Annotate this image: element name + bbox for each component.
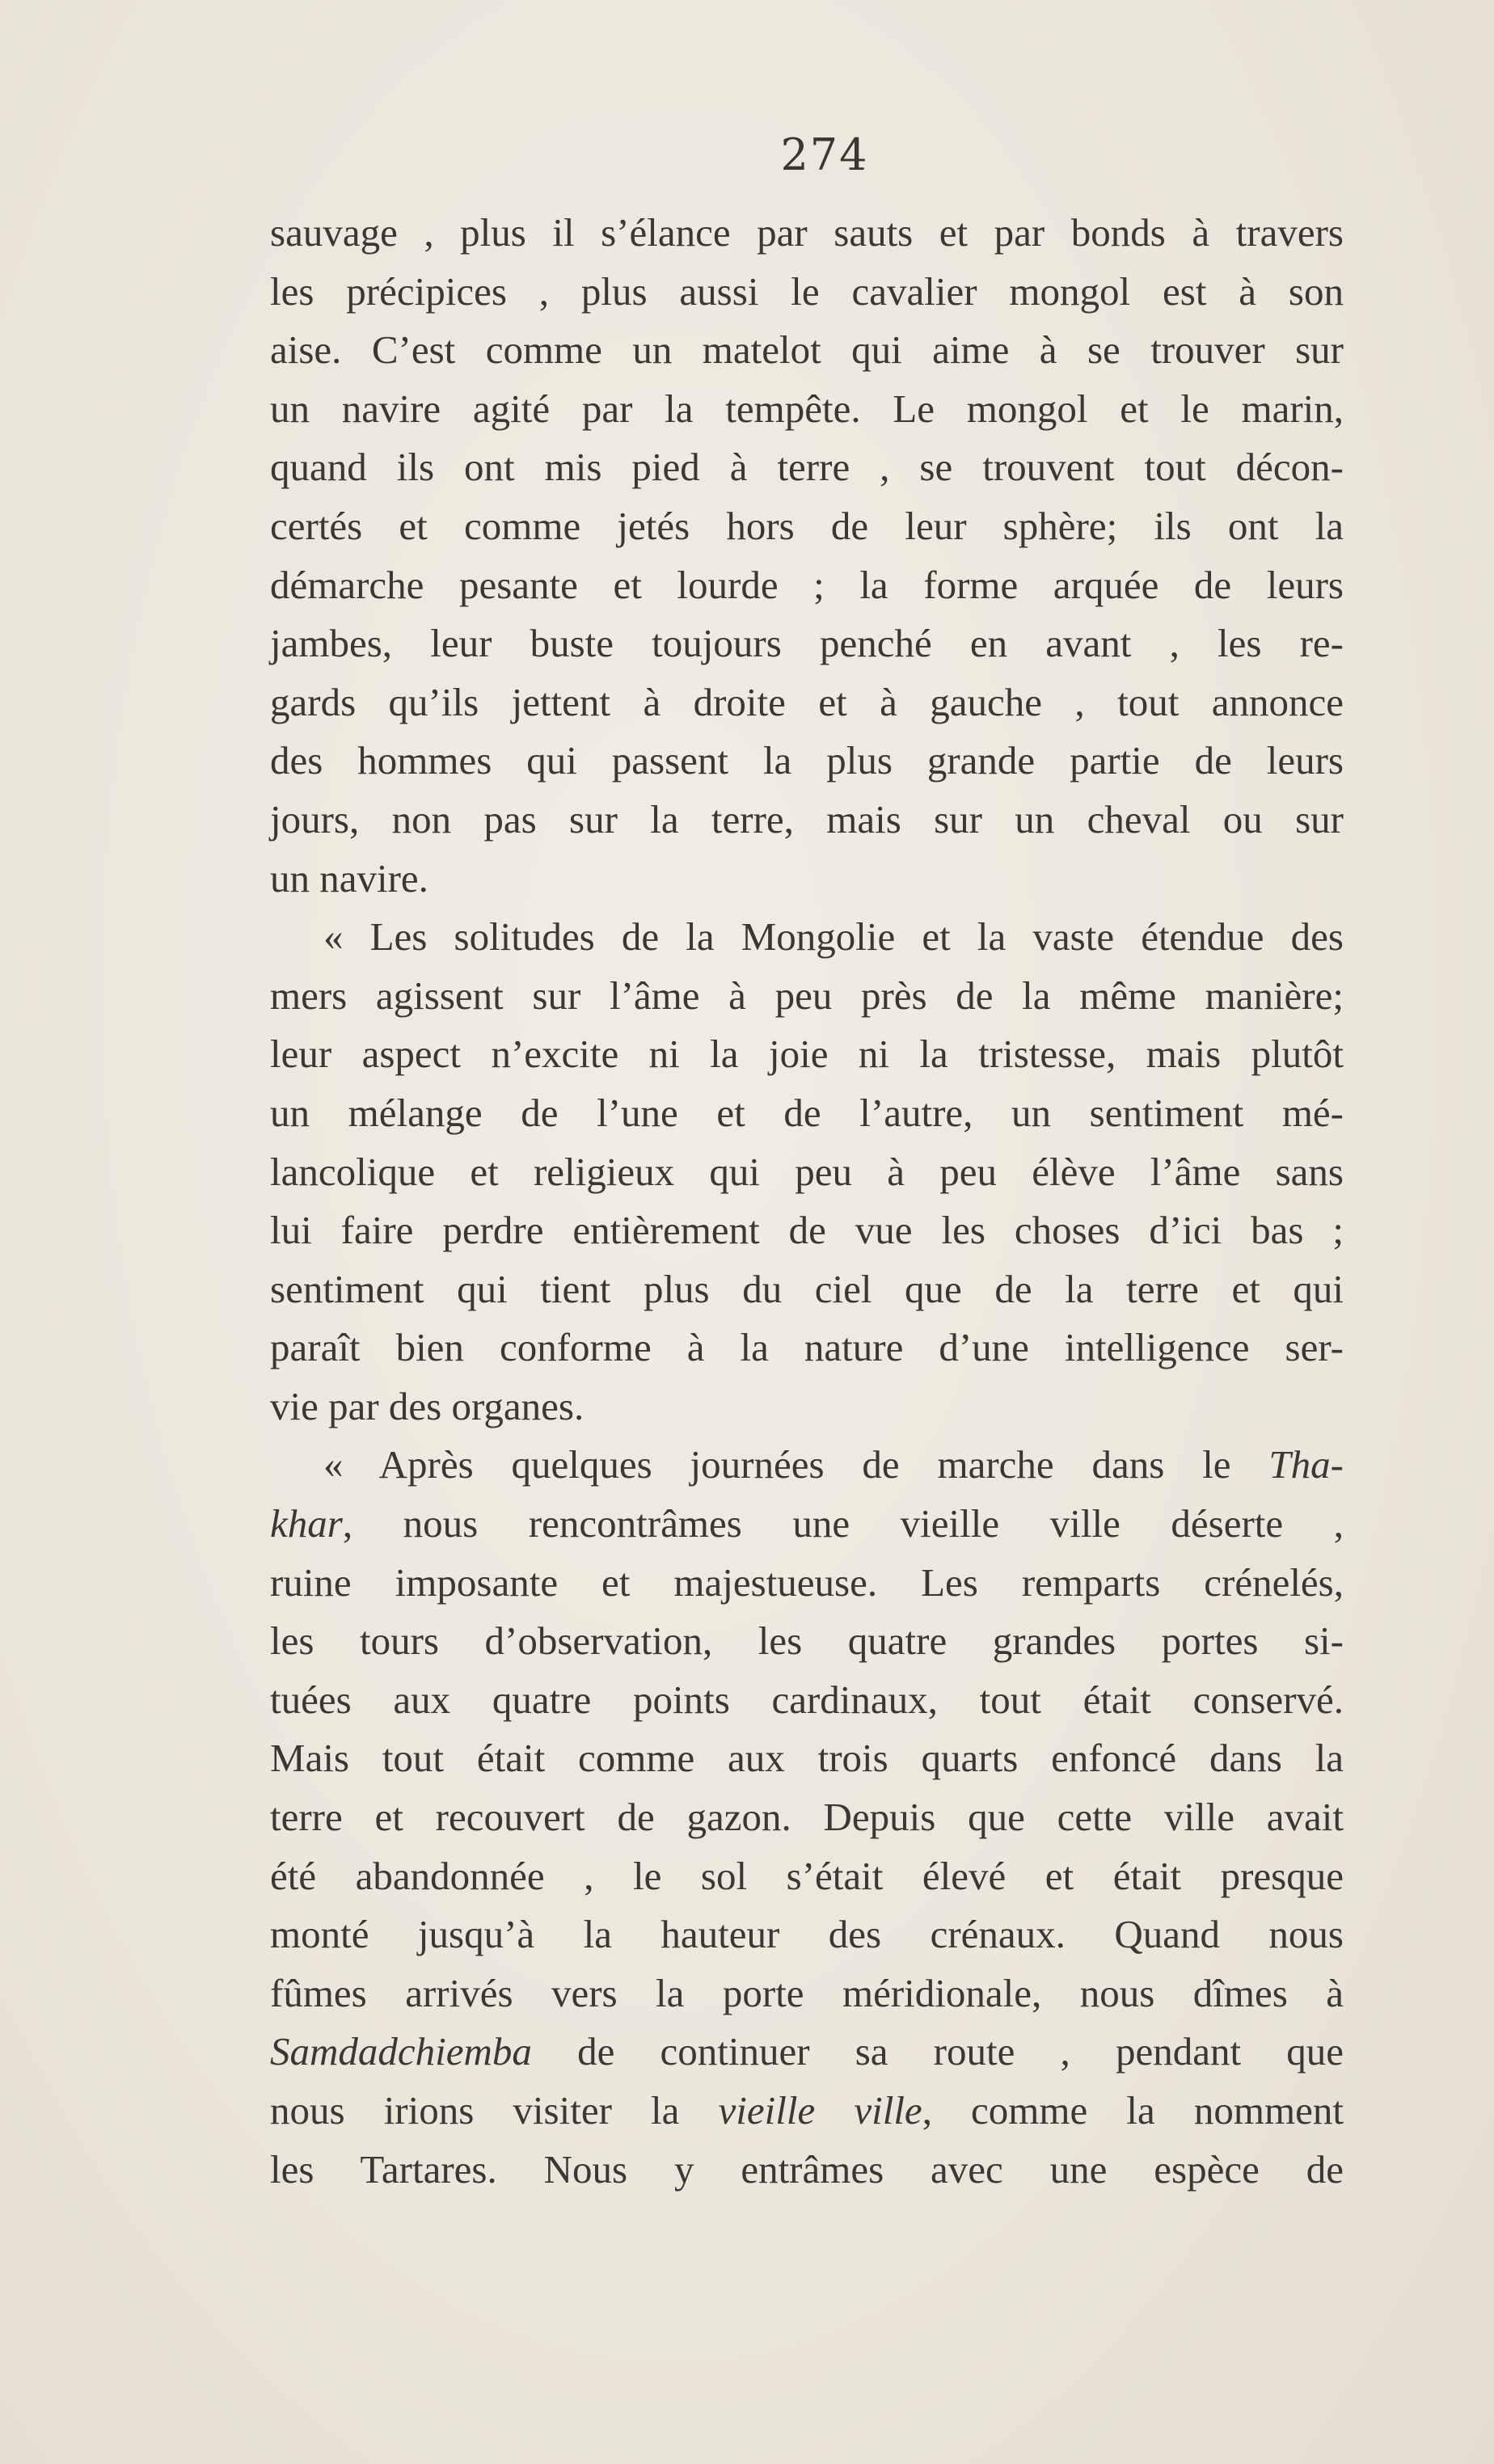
line-text: , nous rencontrâmes une vieille ville déserte , bbox=[342, 1501, 1344, 1546]
text-line bbox=[270, 438, 1344, 497]
line-text: été abandonnée , le sol s’était élevé et était presque bbox=[270, 1853, 1344, 1898]
body-text bbox=[270, 204, 1344, 2199]
text-line bbox=[270, 497, 1344, 556]
line-text: de continuer sa route , pendant que bbox=[531, 2029, 1344, 2074]
line-text: vie par des organes. bbox=[270, 1383, 585, 1428]
text-line bbox=[270, 1729, 1344, 1788]
text-line bbox=[270, 908, 1344, 967]
line-text: leur aspect n’excite ni la joie ni la tristesse, mais plutôt bbox=[270, 1032, 1344, 1077]
text-line bbox=[270, 1495, 1344, 1554]
text-line bbox=[270, 2141, 1344, 2200]
text-line bbox=[270, 732, 1344, 791]
line-text: « Après quelques journées de marche dans le bbox=[323, 1442, 1269, 1487]
text-line bbox=[270, 614, 1344, 673]
text-line bbox=[270, 1905, 1344, 1964]
line-text: un mélange de l’une et de l’autre, un sentiment mé- bbox=[270, 1090, 1344, 1135]
line-text: Mais tout était comme aux trois quarts enfoncé dans la bbox=[270, 1736, 1344, 1781]
text-line bbox=[270, 967, 1344, 1026]
text-line bbox=[270, 2082, 1344, 2141]
line-text: sentiment qui tient plus du ciel que de la terre et qui bbox=[270, 1266, 1344, 1311]
line-text: aise. C’est comme un matelot qui aime à se trouver sur bbox=[270, 327, 1344, 373]
line-text: mers agissent sur l’âme à peu près de la même manière; bbox=[270, 973, 1344, 1018]
line-text: tuées aux quatre points cardinaux, tout était conservé. bbox=[270, 1677, 1344, 1722]
line-text: lancolique et religieux qui peu à peu élève l’âme sans bbox=[270, 1149, 1344, 1194]
line-text: paraît bien conforme à la nature d’une intelligence ser- bbox=[270, 1325, 1344, 1370]
line-text: monté jusqu’à la hauteur des crénaux. Quand nous bbox=[270, 1912, 1344, 1957]
line-text: un navire. bbox=[270, 855, 428, 901]
text-line bbox=[270, 1847, 1344, 1906]
text-line bbox=[270, 263, 1344, 322]
text-line bbox=[270, 673, 1344, 732]
text-line bbox=[270, 1612, 1344, 1671]
text-line bbox=[270, 791, 1344, 850]
line-text: fûmes arrivés vers la porte méridionale, nous dîmes à bbox=[270, 1970, 1344, 2015]
line-text: lui faire perdre entièrement de vue les choses d’ici bas ; bbox=[270, 1208, 1344, 1253]
line-text: jambes, leur buste toujours penché en avant , les re- bbox=[270, 621, 1344, 666]
line-text: des hommes qui passent la plus grande partie de leurs bbox=[270, 738, 1344, 783]
text-line bbox=[270, 850, 1344, 909]
text-line bbox=[270, 1025, 1344, 1084]
italic-text: khar bbox=[270, 1501, 343, 1546]
text-line bbox=[270, 1143, 1344, 1202]
text-line bbox=[270, 1084, 1344, 1143]
line-text: terre et recouvert de gazon. Depuis que cette ville avait bbox=[270, 1795, 1344, 1840]
line-text: les précipices , plus aussi le cavalier mongol est à son bbox=[270, 268, 1344, 314]
line-text: jours, non pas sur la terre, mais sur un cheval ou sur bbox=[270, 796, 1344, 842]
text-line bbox=[270, 1788, 1344, 1847]
text-line bbox=[270, 1201, 1344, 1260]
line-text: les Tartares. Nous y entrâmes avec une espèce de bbox=[270, 2146, 1344, 2192]
text-line bbox=[270, 1671, 1344, 1730]
line-text: « Les solitudes de la Mongolie et la vaste étendue des bbox=[323, 914, 1344, 960]
line-text: certés et comme jetés hors de leur sphère; ils ont la bbox=[270, 503, 1344, 548]
page-number: 274 bbox=[780, 129, 869, 180]
italic-text: vieille ville bbox=[718, 2088, 922, 2133]
text-line bbox=[270, 2023, 1344, 2082]
line-text: démarche pesante et lourde ; la forme arquée de leurs bbox=[270, 562, 1344, 607]
text-line bbox=[270, 1318, 1344, 1378]
line-text: un navire agité par la tempête. Le mongol et le marin, bbox=[270, 386, 1344, 431]
line-text: nous irions visiter la bbox=[270, 2088, 719, 2133]
text-line bbox=[270, 204, 1344, 263]
text-line bbox=[270, 1436, 1344, 1495]
text-line bbox=[270, 380, 1344, 439]
line-text: ruine imposante et majestueuse. Les remparts crénelés, bbox=[270, 1559, 1344, 1605]
line-text: quand ils ont mis pied à terre , se trouvent tout décon- bbox=[270, 445, 1344, 490]
text-line bbox=[270, 1554, 1344, 1613]
line-text: gards qu’ils jettent à droite et à gauche , tout annonce bbox=[270, 679, 1344, 724]
line-text: , comme la nomment bbox=[922, 2088, 1344, 2133]
text-line bbox=[270, 1964, 1344, 2023]
text-line bbox=[270, 556, 1344, 615]
line-text: les tours d’observation, les quatre grandes portes si- bbox=[270, 1618, 1344, 1664]
text-line bbox=[270, 321, 1344, 380]
italic-text: Tha- bbox=[1268, 1442, 1344, 1487]
text-line bbox=[270, 1260, 1344, 1319]
italic-text: Samdadchiemba bbox=[270, 2029, 532, 2074]
line-text: sauvage , plus il s’élance par sauts et par bonds à travers bbox=[270, 210, 1344, 255]
text-line bbox=[270, 1378, 1344, 1437]
